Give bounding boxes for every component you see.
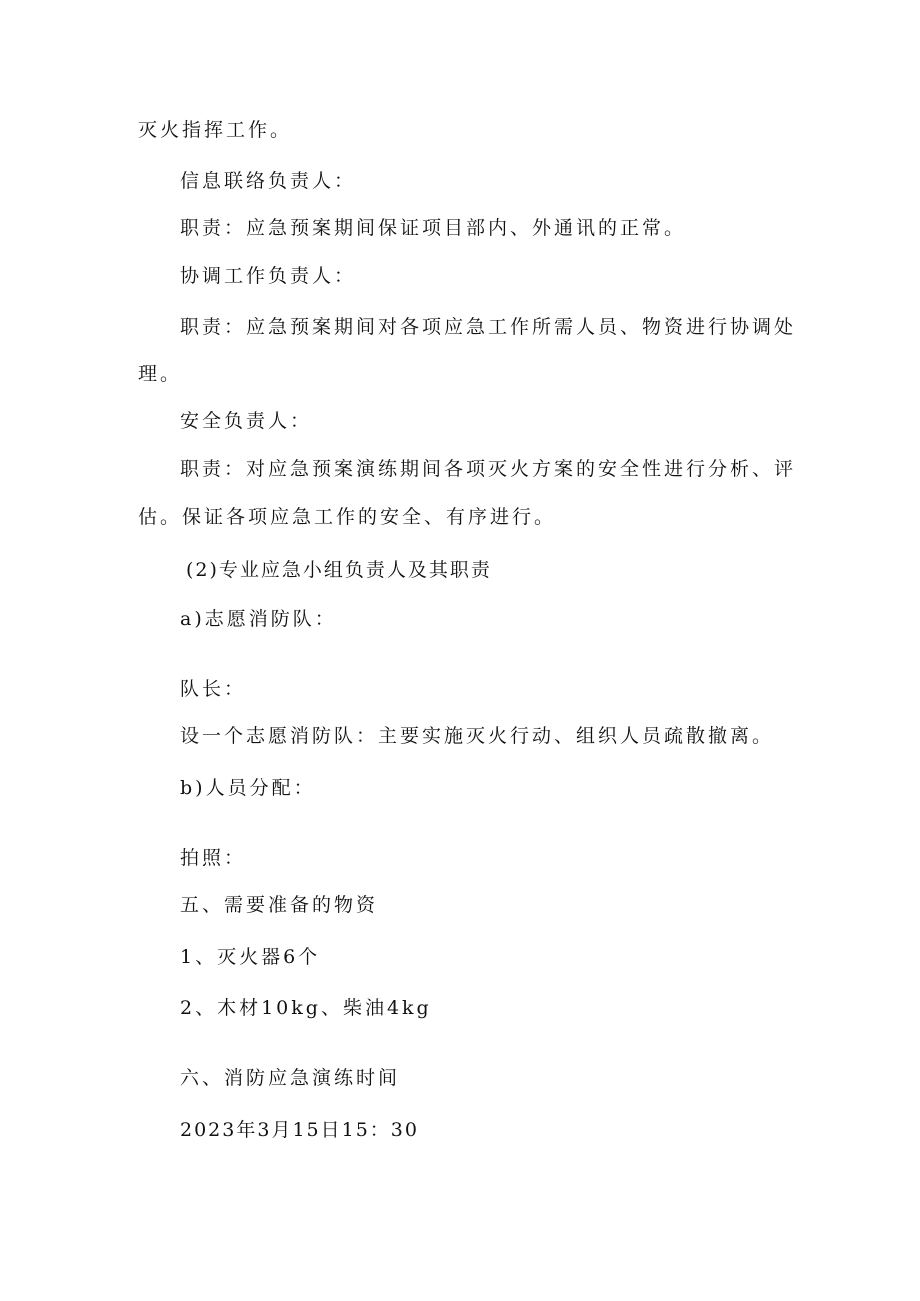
- list-item-material: 2、木材10kg、柴油4kg: [180, 997, 432, 1019]
- text-line: 职责：应急预案期间对各项应急工作所需人员、物资进行协调处: [180, 316, 797, 338]
- list-item-volunteer-brigade: a)志愿消防队：: [180, 608, 337, 630]
- section-heading-coordination: 协调工作负责人：: [180, 265, 357, 287]
- text-line: 队长：: [180, 678, 247, 700]
- section-heading-info-liaison: 信息联络负责人：: [180, 170, 357, 192]
- text-line: 理。: [138, 363, 183, 385]
- text-line: 职责：对应急预案演练期间各项灭火方案的安全性进行分析、评: [180, 458, 797, 480]
- text-line: 灭火指挥工作。: [138, 119, 293, 141]
- subsection-heading-teams: (2)专业应急小组负责人及其职责: [186, 559, 492, 581]
- list-item-material: 1、灭火器6个: [180, 946, 321, 968]
- text-line: 拍照：: [180, 847, 247, 869]
- section-heading-materials: 五、需要准备的物资: [180, 894, 379, 916]
- list-item-staff-assignment: b)人员分配：: [180, 777, 316, 799]
- section-heading-safety: 安全负责人：: [180, 410, 313, 432]
- text-line: 设一个志愿消防队：主要实施灭火行动、组织人员疏散撤离。: [180, 725, 775, 747]
- drill-datetime: 2023年3月15日15：30: [180, 1119, 419, 1141]
- section-heading-drill-time: 六、消防应急演练时间: [180, 1067, 401, 1089]
- text-line: 估。保证各项应急工作的安全、有序进行。: [138, 506, 557, 528]
- text-line: 职责：应急预案期间保证项目部内、外通讯的正常。: [180, 217, 687, 239]
